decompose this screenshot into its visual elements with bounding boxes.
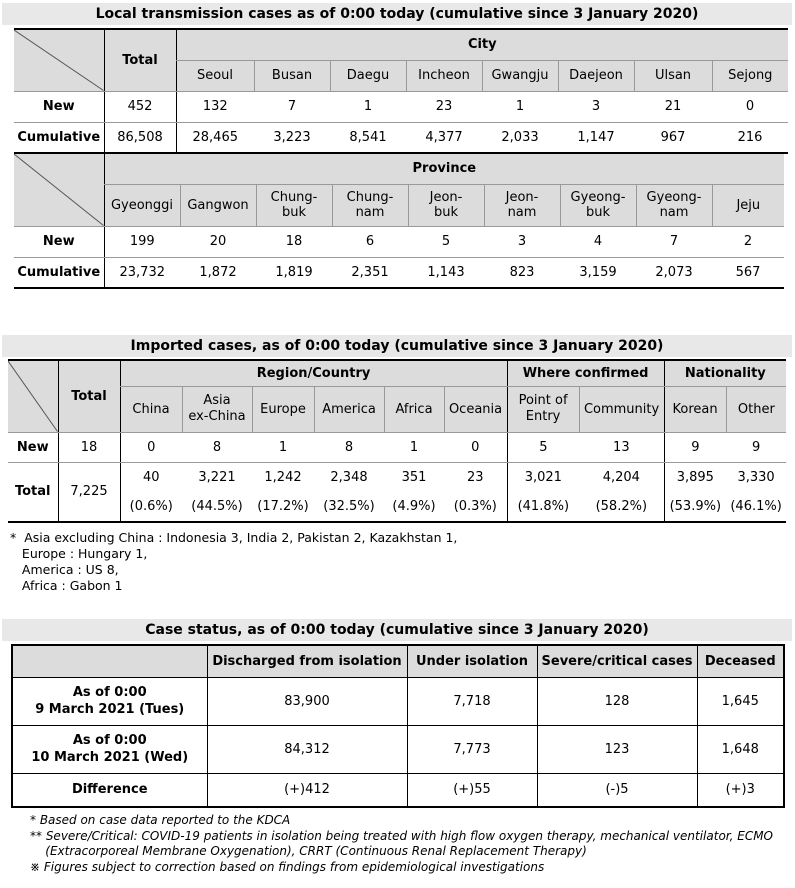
imported-new-value: 0 bbox=[444, 432, 507, 462]
imported-note-line: Europe : Hungary 1, bbox=[10, 546, 148, 561]
province-header-gyeongbuk: Gyeong- buk bbox=[560, 184, 636, 226]
status-row-9-march bbox=[12, 677, 784, 725]
city-header-busan: Busan bbox=[254, 60, 330, 91]
city-cum-value: 8,541 bbox=[349, 129, 387, 145]
local-table bbox=[14, 28, 788, 154]
imported-total-value: 3,221 (44.5%) bbox=[191, 469, 243, 514]
status-row-label: As of 0:00 10 March 2021 (Wed) bbox=[31, 733, 189, 765]
imported-new-value: 9 bbox=[726, 432, 786, 462]
province-cum-value: 1,819 bbox=[275, 264, 313, 280]
imported-total-total: 7,225 bbox=[58, 462, 120, 522]
local-new-total: 452 bbox=[104, 91, 176, 122]
status-corner-cell bbox=[12, 645, 207, 677]
local-corner-cell bbox=[14, 29, 104, 91]
province-cum-row bbox=[14, 257, 784, 288]
status-value: (+)412 bbox=[207, 773, 407, 807]
province-cum-value: 23,732 bbox=[104, 257, 180, 288]
imported-new-value: 5 bbox=[507, 432, 579, 462]
city-new-value: 132 bbox=[176, 91, 254, 122]
status-value: 1,648 bbox=[697, 725, 784, 773]
status-row-label: Difference bbox=[71, 782, 148, 798]
imported-note-line: * Asia excluding China : Indonesia 3, India 2, Pakistan 2, Kazakhstan 1, bbox=[10, 530, 458, 545]
imported-total-header: Total bbox=[58, 360, 120, 432]
status-note-line: ※ Figures subject to correction based on findings from epidemiological investigations bbox=[30, 859, 545, 874]
status-row-difference bbox=[12, 773, 784, 807]
province-new-value: 4 bbox=[560, 226, 636, 257]
status-table bbox=[11, 644, 785, 808]
province-new-value: 3 bbox=[484, 226, 560, 257]
city-header-ulsan: Ulsan bbox=[634, 60, 712, 91]
city-new-value: 1 bbox=[482, 91, 558, 122]
city-cum-value: 2,033 bbox=[501, 129, 539, 145]
imported-total-value: 351 (4.9%) bbox=[392, 469, 436, 514]
province-new-value: 18 bbox=[256, 226, 332, 257]
imported-total-value: 4,204 (58.2%) bbox=[595, 469, 648, 514]
province-header-gangwon: Gangwon bbox=[180, 184, 256, 226]
city-cum-value: 1,147 bbox=[577, 129, 615, 145]
status-value: 123 bbox=[537, 725, 697, 773]
status-value: (+)55 bbox=[407, 773, 537, 807]
imported-total-row bbox=[8, 462, 786, 522]
imported-total-value: 2,348 (32.5%) bbox=[323, 469, 375, 514]
province-header-chungnam: Chung- nam bbox=[332, 184, 408, 226]
province-cum-value: 1,872 bbox=[199, 264, 237, 280]
region-country-header: Region/Country bbox=[120, 360, 507, 386]
nationality-header: Nationality bbox=[664, 360, 786, 386]
imported-corner-cell bbox=[8, 360, 58, 432]
city-cum-value: 4,377 bbox=[425, 129, 463, 145]
imported-total-value: 23 (0.3%) bbox=[453, 469, 497, 514]
imported-new-value: 8 bbox=[314, 432, 384, 462]
row-label-total: Total bbox=[14, 484, 51, 499]
status-notes bbox=[30, 813, 773, 875]
city-header-seoul: Seoul bbox=[176, 60, 254, 91]
status-row-10-march bbox=[12, 725, 784, 773]
city-cum-value: 216 bbox=[737, 129, 763, 145]
city-new-value: 21 bbox=[634, 91, 712, 122]
local-province-table bbox=[14, 154, 784, 289]
status-value: (+)3 bbox=[697, 773, 784, 807]
city-cum-value: 967 bbox=[660, 129, 686, 145]
province-cum-value: 823 bbox=[509, 264, 535, 280]
imported-title: Imported cases, as of 0:00 today (cumulative since 3 January 2020) bbox=[2, 335, 792, 357]
status-value: 128 bbox=[537, 677, 697, 725]
imported-total-value: 1,242 (17.2%) bbox=[257, 469, 309, 514]
status-value: 7,773 bbox=[407, 725, 537, 773]
local-city-new-row bbox=[14, 91, 788, 122]
col-header-china: China bbox=[120, 386, 182, 432]
province-header-jeonnam: Jeon- nam bbox=[484, 184, 560, 226]
province-new-row bbox=[14, 226, 784, 257]
row-label-new: New bbox=[8, 432, 58, 462]
province-cum-value: 567 bbox=[735, 264, 761, 280]
city-header-incheon: Incheon bbox=[406, 60, 482, 91]
province-new-value: 5 bbox=[408, 226, 484, 257]
province-new-value: 6 bbox=[332, 226, 408, 257]
city-new-value: 0 bbox=[712, 91, 788, 122]
imported-new-value: 1 bbox=[252, 432, 314, 462]
province-new-value: 2 bbox=[712, 226, 784, 257]
imported-total-value: 3,330 (46.1%) bbox=[730, 469, 782, 514]
province-corner-cell bbox=[14, 154, 104, 226]
status-row-label: As of 0:00 9 March 2021 (Tues) bbox=[35, 685, 185, 717]
imported-total-value: 3,021 (41.8%) bbox=[507, 462, 579, 522]
row-label-cumulative: Cumulative bbox=[17, 264, 101, 280]
province-cum-value: 2,351 bbox=[351, 264, 389, 280]
province-new-value: 199 bbox=[104, 226, 180, 257]
city-cum-value: 3,223 bbox=[273, 129, 311, 145]
status-value: (-)5 bbox=[537, 773, 697, 807]
col-header-america: America bbox=[314, 386, 384, 432]
imported-new-value: 13 bbox=[579, 432, 664, 462]
imported-note-line: America : US 8, bbox=[10, 562, 119, 577]
status-title: Case status, as of 0:00 today (cumulative since 3 January 2020) bbox=[2, 619, 792, 641]
status-note-line: * Based on case data reported to the KDCA bbox=[30, 813, 291, 827]
status-value: 7,718 bbox=[407, 677, 537, 725]
province-cum-value: 2,073 bbox=[655, 264, 693, 280]
city-header-daegu: Daegu bbox=[330, 60, 406, 91]
col-header-asia-ex-china: Asia ex-China bbox=[182, 386, 252, 432]
province-header-chungbuk: Chung- buk bbox=[256, 184, 332, 226]
province-header-gyeonggi: Gyeonggi bbox=[104, 184, 180, 226]
status-header-discharged: Discharged from isolation bbox=[207, 645, 407, 677]
imported-new-total: 18 bbox=[58, 432, 120, 462]
imported-new-value: 1 bbox=[384, 432, 444, 462]
local-title: Local transmission cases as of 0:00 today (cumulative since 3 January 2020) bbox=[2, 3, 792, 25]
status-header-under-isolation: Under isolation bbox=[407, 645, 537, 677]
row-label-new: New bbox=[14, 226, 104, 257]
where-confirmed-header: Where confirmed bbox=[507, 360, 664, 386]
imported-total-value: 40 (0.6%) bbox=[120, 462, 182, 522]
imported-note-line: Africa : Gabon 1 bbox=[10, 578, 123, 593]
status-value: 83,900 bbox=[207, 677, 407, 725]
city-new-value: 23 bbox=[406, 91, 482, 122]
row-label-cumulative: Cumulative bbox=[17, 129, 101, 145]
province-header-jeju: Jeju bbox=[712, 184, 784, 226]
status-note-line: ** Severe/Critical: COVID-19 patients in isolation being treated with high flow oxygen therapy, mechanical ventilator, ECMO bbox=[30, 828, 774, 843]
city-new-value: 7 bbox=[254, 91, 330, 122]
province-new-value: 7 bbox=[636, 226, 712, 257]
col-header-point-of-entry: Point of Entry bbox=[507, 386, 579, 432]
imported-new-value: 9 bbox=[664, 432, 726, 462]
col-header-africa: Africa bbox=[384, 386, 444, 432]
province-header-jeonbuk: Jeon- buk bbox=[408, 184, 484, 226]
province-header: Province bbox=[104, 154, 784, 184]
status-note-line: (Extracorporeal Membrane Oxygenation), CRRT (Continuous Renal Replacement Therapy) bbox=[30, 844, 587, 858]
imported-total-value: 3,895 (53.9%) bbox=[664, 462, 726, 522]
imported-new-value: 8 bbox=[182, 432, 252, 462]
province-cum-value: 3,159 bbox=[579, 264, 617, 280]
local-total-header: Total bbox=[104, 29, 176, 91]
col-header-other: Other bbox=[726, 386, 786, 432]
city-header-gwangju: Gwangju bbox=[482, 60, 558, 91]
province-cum-value: 1,143 bbox=[427, 264, 465, 280]
city-new-value: 3 bbox=[558, 91, 634, 122]
status-header-severe: Severe/critical cases bbox=[537, 645, 697, 677]
local-city-cum-row bbox=[14, 122, 788, 153]
col-header-korean: Korean bbox=[664, 386, 726, 432]
status-header-deceased: Deceased bbox=[697, 645, 784, 677]
status-value: 84,312 bbox=[207, 725, 407, 773]
col-header-oceania: Oceania bbox=[444, 386, 507, 432]
imported-notes bbox=[10, 530, 457, 594]
province-new-value: 20 bbox=[180, 226, 256, 257]
local-city-header: City bbox=[176, 29, 788, 60]
province-header-gyeongnam: Gyeong- nam bbox=[636, 184, 712, 226]
row-label-new: New bbox=[14, 91, 104, 122]
status-value: 1,645 bbox=[697, 677, 784, 725]
city-new-value: 1 bbox=[330, 91, 406, 122]
imported-new-row bbox=[8, 432, 786, 462]
col-header-europe: Europe bbox=[252, 386, 314, 432]
col-header-community: Community bbox=[579, 386, 664, 432]
imported-new-value: 0 bbox=[120, 432, 182, 462]
local-cum-total: 86,508 bbox=[104, 122, 176, 153]
city-header-daejeon: Daejeon bbox=[558, 60, 634, 91]
city-cum-value: 28,465 bbox=[176, 122, 254, 153]
city-header-sejong: Sejong bbox=[712, 60, 788, 91]
imported-table bbox=[8, 359, 786, 523]
